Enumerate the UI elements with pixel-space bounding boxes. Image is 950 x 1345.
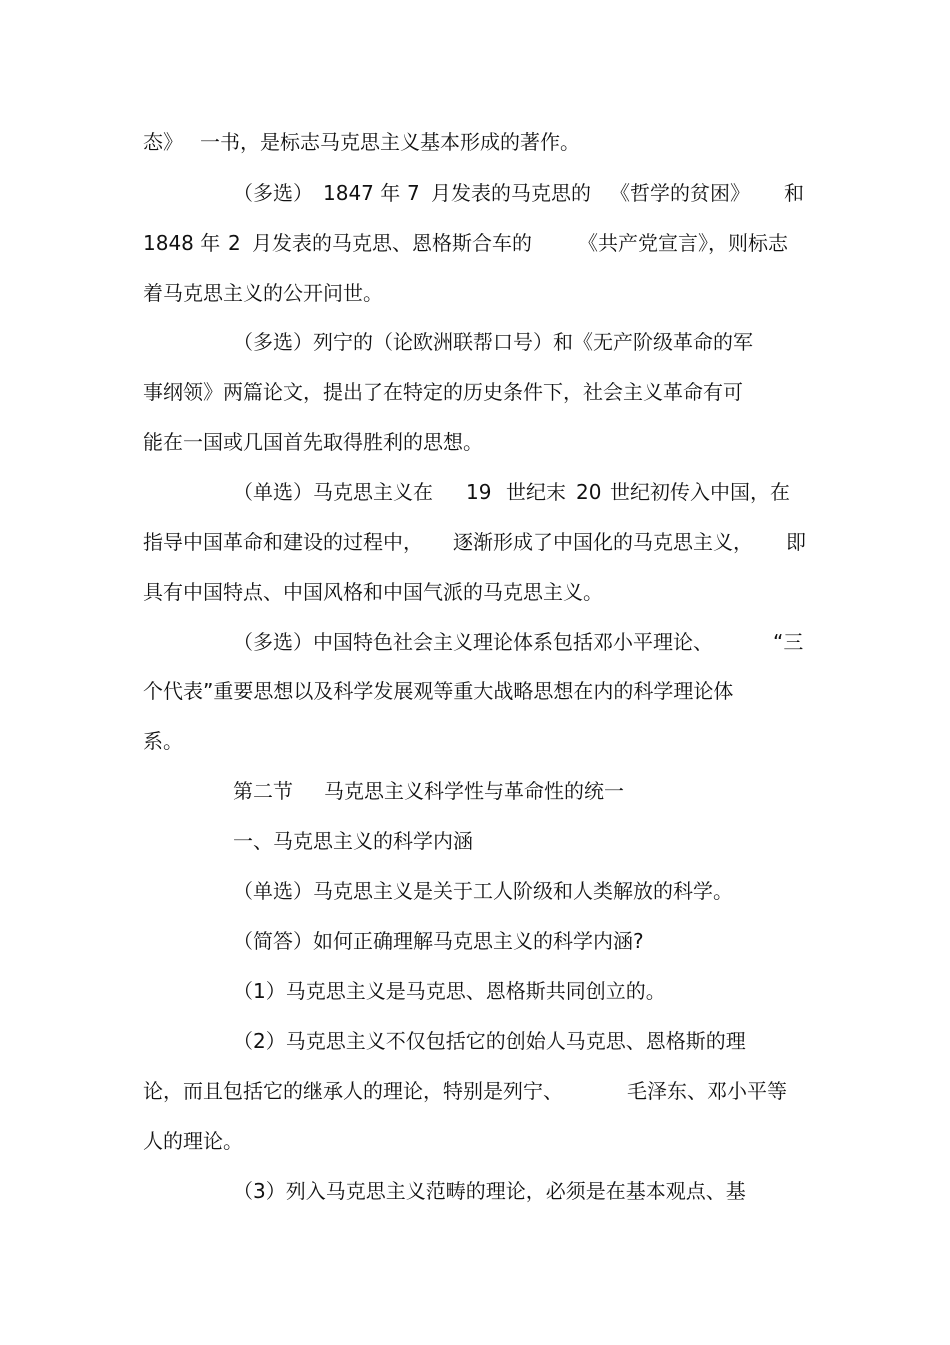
text-segment: 一书，是标志马克思主义基本形成的著作。: [200, 130, 580, 154]
text-segment: 能在一国或几国首先取得胜利的思想。: [143, 430, 483, 454]
section-number: 第二节: [233, 779, 293, 803]
text-segment: 月发表的马克思、恩格斯合车的: [252, 231, 532, 255]
text-segment: （2）马克思主义不仅包括它的创始人马克思、恩格斯的理: [233, 1029, 746, 1053]
text-segment: 月发表的马克思的: [431, 181, 591, 205]
subsection-title: 一、马克思主义的科学内涵: [233, 829, 473, 853]
text-segment: 系。: [143, 729, 183, 753]
text-segment: （简答）如何正确理解马克思主义的科学内涵?: [233, 929, 644, 953]
text-segment: 19: [466, 480, 492, 504]
text-segment: （单选）马克思主义在: [233, 480, 433, 504]
text-segment: （1）马克思主义是马克思、恩格斯共同创立的。: [233, 979, 666, 1003]
text-segment: “三: [773, 630, 804, 654]
text-segment: 1848 年: [143, 231, 221, 255]
text-segment: 世纪末: [506, 480, 566, 504]
text-segment: 具有中国特点、中国风格和中国气派的马克思主义。: [143, 580, 603, 604]
text-segment: 事纲领》两篇论文，提出了在特定的历史条件下，社会主义革命有可: [143, 380, 743, 404]
text-segment: 1847 年: [323, 181, 401, 205]
text-segment: （3）列入马克思主义范畴的理论，必须是在基本观点、基: [233, 1179, 746, 1203]
text-segment: 逐渐形成了中国化的马克思主义，: [453, 530, 753, 554]
text-segment: 即: [786, 530, 806, 554]
text-segment: 个代表”重要思想以及科学发展观等重大战略思想在内的科学理论体: [143, 679, 734, 703]
text-segment: 论，而且包括它的继承人的理论，特别是列宁、: [143, 1079, 563, 1103]
text-segment: （多选）列宁的（论欧洲联帮口号）和《无产阶级革命的军: [233, 330, 753, 354]
text-segment: 《共产党宣言》，则标志: [578, 231, 788, 255]
text-segment: （多选）: [233, 181, 313, 205]
text-segment: 毛泽东、邓小平等: [627, 1079, 787, 1103]
text-segment: 世纪初传入中国，在: [610, 480, 790, 504]
text-segment: （单选）马克思主义是关于工人阶级和人类解放的科学。: [233, 879, 733, 903]
text-segment: 7: [407, 181, 420, 205]
text-segment: 20: [576, 480, 602, 504]
text-segment: 《哲学的贫困》: [610, 181, 750, 205]
text-segment: 指导中国革命和建设的过程中，: [143, 530, 423, 554]
text-segment: 2: [228, 231, 241, 255]
section-title: 马克思主义科学性与革命性的统一: [324, 779, 624, 803]
text-segment: 着马克思主义的公开问世。: [143, 281, 383, 305]
text-segment: 和: [784, 181, 804, 205]
text-segment: 态》: [143, 130, 183, 154]
text-segment: 人的理论。: [143, 1129, 243, 1153]
text-segment: （多选）中国特色社会主义理论体系包括邓小平理论、: [233, 630, 713, 654]
